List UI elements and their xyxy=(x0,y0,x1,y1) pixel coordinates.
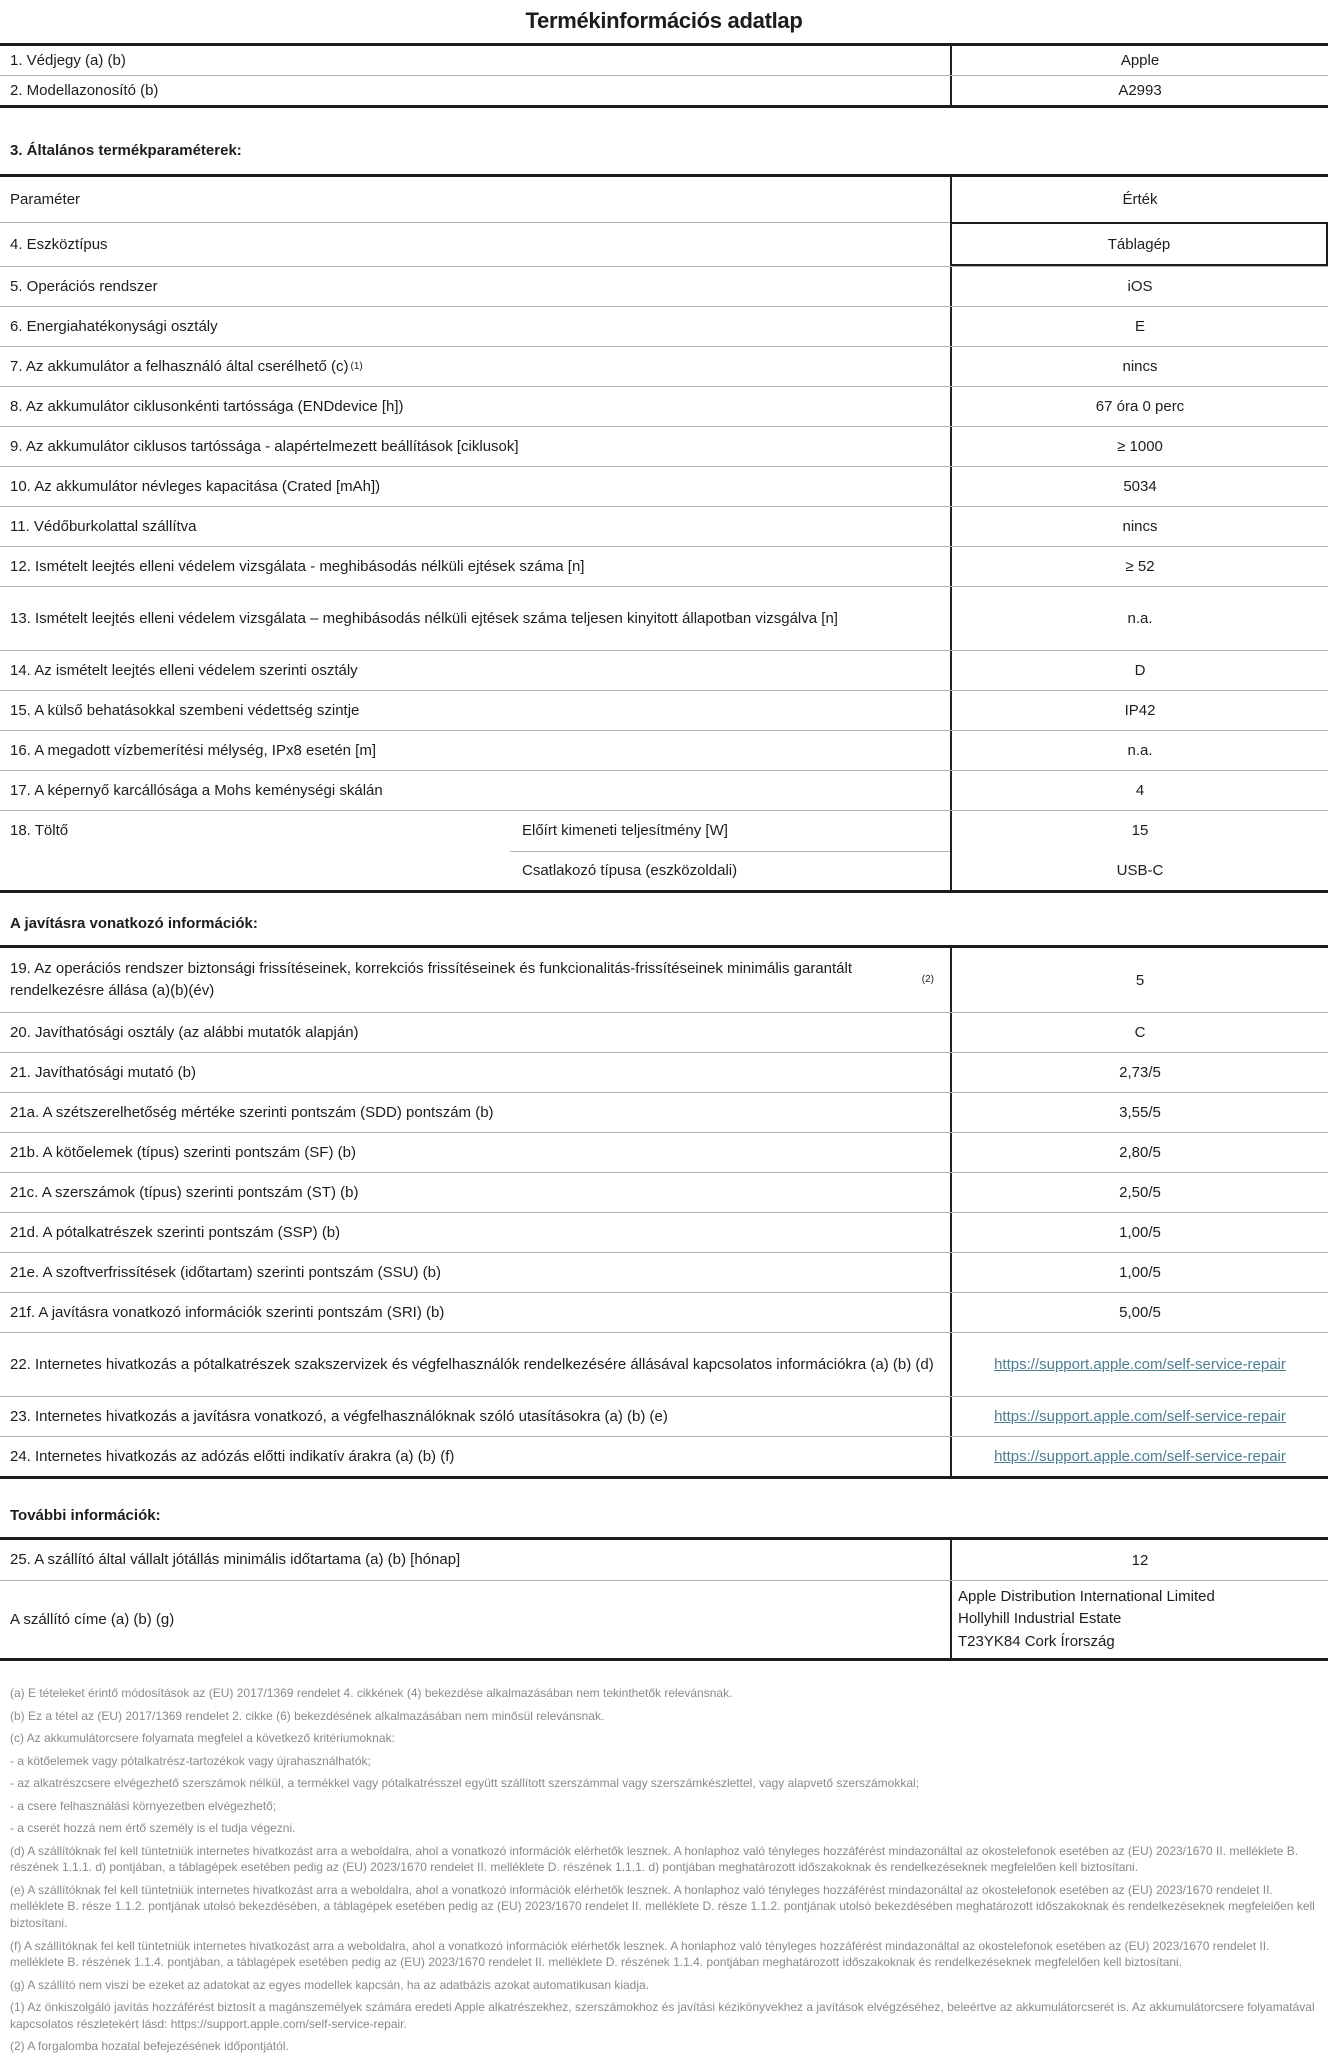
table-row xyxy=(0,1252,1328,1292)
param-label-text: 19. Az operációs rendszer biztonsági frissítéseinek, korrekciós frissítéseinek és funkcionalitás-frissítéseinek minimális garantált rendelkezésre állása (a)(b)(év) xyxy=(10,960,853,999)
footnote-d: (d) A szállítóknak fel kell tüntetniük internetes hivatkozást arra a weboldalra, ahol a vonatkozó információk elérhetők lesznek. A honlaphoz való tényleges hozzáférést mindazonáltal az okostelefonok esetében az (EU) 2023/1670 II. melléklete B. részének 1.1.1. d) pontjában, a táblagépek esetében pedig az (EU) 2023/1670 rendelet II. melléklete D. részének 1.1.1. d) pontjában meghatározott időszakoknak és rendelkezéseknek megfelelően kell biztosítani. xyxy=(10,1843,1299,1875)
param-value: Táblagép xyxy=(950,222,1328,266)
table-row xyxy=(0,650,1328,690)
table-row xyxy=(0,1092,1328,1132)
table-row xyxy=(0,346,1328,386)
footnote-2: (2) A forgalomba hozatal befejezésének időpontjától. xyxy=(10,2039,289,2054)
param-label: 21a. A szétszerelhetőség mértéke szerinti pontszám (SDD) pontszám (b) xyxy=(10,1103,494,1121)
charger-sub-value: 15 xyxy=(1131,822,1149,840)
param-value: 2,73/5 xyxy=(950,1053,1328,1092)
repair-information-table xyxy=(0,945,1328,1479)
param-value: n.a. xyxy=(950,587,1328,650)
param-value: 1,00/5 xyxy=(950,1213,1328,1252)
param-value: IP42 xyxy=(950,691,1328,730)
table-row xyxy=(0,1292,1328,1332)
param-label: 23. Internetes hivatkozás a javításra vonatkozó, a végfelhasználóknak szóló utasításokra (a) (b) (e) xyxy=(10,1407,668,1425)
param-value: 2,50/5 xyxy=(950,1173,1328,1212)
param-value: nincs xyxy=(950,507,1328,546)
param-label: 11. Védőburkolattal szállítva xyxy=(10,517,197,535)
section-heading-repair: A javításra vonatkozó információk: xyxy=(10,915,258,932)
param-label: 17. A képernyő karcállósága a Mohs keménységi skálán xyxy=(10,781,383,799)
param-value: 2,80/5 xyxy=(950,1133,1328,1172)
supplier-address-row xyxy=(0,1580,1328,1658)
supplier-address-line: T23YK84 Cork Írország xyxy=(958,1632,1115,1650)
charger-sub-value: USB-C xyxy=(1116,861,1164,879)
identification-table xyxy=(0,43,1328,108)
table-row xyxy=(0,306,1328,346)
param-value: C xyxy=(950,1013,1328,1052)
param-value: D xyxy=(950,651,1328,690)
param-value: 4 xyxy=(950,771,1328,810)
section-heading-general: 3. Általános termékparaméterek: xyxy=(10,142,242,159)
supplier-address-line: Apple Distribution International Limited xyxy=(958,1587,1215,1605)
param-label: 9. Az akkumulátor ciklusos tartóssága - alapértelmezett beállítások [ciklusok] xyxy=(10,437,519,455)
general-parameters-table xyxy=(0,174,1328,893)
param-label: 10. Az akkumulátor névleges kapacitása (Crated [mAh]) xyxy=(10,477,381,495)
table-row xyxy=(0,948,1328,1012)
param-label: 22. Internetes hivatkozás a pótalkatrészek szakszervizek és végfelhasználók rendelkezésére állásával kapcsolatos információkra (a) (b) (d) xyxy=(10,1355,934,1373)
column-header-parameter: Paraméter xyxy=(10,190,81,208)
param-label: 5. Operációs rendszer xyxy=(10,277,158,295)
charger-sub-label: Csatlakozó típusa (eszközoldali) xyxy=(510,851,950,891)
param-label: 14. Az ismételt leejtés elleni védelem szerinti osztály xyxy=(10,661,358,679)
footnote-c-bullet: - a cserét hozzá nem értő személy is el tudja végezni. xyxy=(10,1821,296,1836)
param-value: iOS xyxy=(950,267,1328,306)
table-row xyxy=(0,266,1328,306)
table-row xyxy=(0,730,1328,770)
footnote-g: (g) A szállító nem viszi be ezeket az adatokat az egyes modellek kapcsán, ha az adatbázis azokat automatikusan kiadja. xyxy=(10,1977,650,1992)
param-value: n.a. xyxy=(950,731,1328,770)
param-value: ≥ 52 xyxy=(950,547,1328,586)
param-value xyxy=(950,1333,1328,1396)
param-label: 21f. A javításra vonatkozó információk szerinti pontszám (SRI) (b) xyxy=(10,1303,445,1321)
table-row xyxy=(0,506,1328,546)
page-title: Termékinformációs adatlap xyxy=(525,8,803,33)
param-value: nincs xyxy=(950,347,1328,386)
table-row xyxy=(0,1212,1328,1252)
param-value: 5,00/5 xyxy=(950,1293,1328,1332)
param-label-text: 7. Az akkumulátor a felhasználó által cserélhető (c) xyxy=(10,357,349,375)
charger-sub-label: Előírt kimeneti teljesítmény [W] xyxy=(522,822,728,840)
param-value: 12 xyxy=(950,1540,1328,1580)
param-value: E xyxy=(950,307,1328,346)
charger-sub-values xyxy=(950,811,1328,890)
footnote-e: (e) A szállítóknak fel kell tüntetniük internetes hivatkozást arra a weboldalra, ahol a vonatkozó információk elérhetők lesznek. A honlaphoz való tényleges hozzáférést mindazonáltal az okostelefonok esetében az (EU) 2023/1670 rendelet II. melléklete B. része 1.1.2. pontjának utolsó bekezdésében, a táblagépek esetében pedig az (EU) 2023/1670 rendelet II. melléklete D. része 1.1.2. pontjának utolsó bekezdésében meghatározott időszakoknak és rendelkezéseknek megfelelően kell biztosítani. xyxy=(10,1882,1315,1931)
footnotes xyxy=(0,1685,1328,2071)
param-label: 20. Javíthatósági osztály (az alábbi mutatók alapján) xyxy=(10,1023,359,1041)
param-label: 16. A megadott vízbemerítési mélység, IPx8 esetén [m] xyxy=(10,741,377,759)
param-label: 1. Védjegy (a) (b) xyxy=(10,51,126,69)
param-label: A szállító címe (a) (b) (g) xyxy=(10,1610,175,1628)
footnote-1: (1) Az önkiszolgáló javítás hozzáférést biztosít a magánszemélyek számára eredeti Apple alkatrészekhez, szerszámokhoz és javítási kézikönyvekhez a javítások elvégzéséhez, beleértve az akkumulátorcserét is. Az akkumulátorcsere folyamatával kapcsolatos részletekért lásd: https://support.apple.com/self-service-repair. xyxy=(10,2000,1315,2031)
table-row xyxy=(0,75,1328,105)
table-row xyxy=(0,770,1328,810)
footnote-c-bullet: - a csere felhasználási környezetben elvégezhető; xyxy=(10,1798,277,1813)
param-value: 1,00/5 xyxy=(950,1253,1328,1292)
table-row xyxy=(0,1012,1328,1052)
param-label: 15. A külső behatásokkal szembeni védettség szintje xyxy=(10,701,360,719)
table-header-row xyxy=(0,177,1328,222)
param-label: 21b. A kötőelemek (típus) szerinti pontszám (SF) (b) xyxy=(10,1143,356,1161)
param-label: 7. Az akkumulátor a felhasználó által cserélhető (c) (1) xyxy=(0,347,950,386)
charger-row xyxy=(0,810,1328,890)
param-label: 18. Töltő xyxy=(10,822,69,839)
param-label: 12. Ismételt leejtés elleni védelem vizsgálata - meghibásodás nélküli ejtések száma [n] xyxy=(10,557,585,575)
footnote-b: (b) Ez a tétel az (EU) 2017/1369 rendelet 2. cikke (6) bekezdésének alkalmazásában nem minősül relevánsnak. xyxy=(10,1708,605,1723)
table-row xyxy=(0,1332,1328,1396)
param-value: 5034 xyxy=(950,467,1328,506)
table-row xyxy=(0,1540,1328,1580)
footnote-c: (c) Az akkumulátorcsere folyamata megfelel a következő kritériumoknak: xyxy=(10,1731,395,1746)
param-value xyxy=(950,1437,1328,1476)
table-row xyxy=(0,1132,1328,1172)
param-label: 25. A szállító által vállalt jótállás minimális időtartama (a) (b) [hónap] xyxy=(10,1551,461,1569)
param-label: 21d. A pótalkatrészek szerinti pontszám (SSP) (b) xyxy=(10,1223,341,1241)
param-label: 21. Javíthatósági mutató (b) xyxy=(10,1063,196,1081)
footnote-f: (f) A szállítóknak fel kell tüntetniük internetes hivatkozást arra a weboldalra, ahol a vonatkozó információk elérhetők lesznek. A honlaphoz való tényleges hozzáférést mindazonáltal az okostelefonok esetében az (EU) 2023/1670 rendelet II. melléklete B. részének 1.1.4. pontjában, a táblagépek esetében pedig az (EU) 2023/1670 rendelet II. melléklete D. részének 1.1.4. pontjában meghatározott időszakoknak és rendelkezéseknek megfelelően kell biztosítani. xyxy=(10,1938,1270,1970)
table-row xyxy=(0,46,1328,75)
column-header-value: Érték xyxy=(950,177,1328,222)
param-label: 4. Eszköztípus xyxy=(10,235,108,253)
table-row xyxy=(0,426,1328,466)
param-label: 21c. A szerszámok (típus) szerinti pontszám (ST) (b) xyxy=(10,1183,359,1201)
table-row xyxy=(0,1172,1328,1212)
table-row xyxy=(0,546,1328,586)
param-label: 24. Internetes hivatkozás az adózás előtti indikatív árakra (a) (b) (f) xyxy=(10,1447,455,1465)
charger-sub-labels xyxy=(510,811,950,890)
param-label: 8. Az akkumulátor ciklusonkénti tartóssága (ENDdevice [h]) xyxy=(10,397,404,415)
param-value: A2993 xyxy=(950,76,1328,105)
footnote-a: (a) E tételeket érintő módosítások az (EU) 2017/1369 rendelet 4. cikkének (4) bekezdése alkalmazásában nem tekinthetők relevánsnak. xyxy=(10,1686,733,1700)
additional-information-table xyxy=(0,1537,1328,1661)
repair-instructions-link[interactable]: https://support.apple.com/self-service-repair xyxy=(994,1408,1286,1425)
param-value: 5 xyxy=(950,948,1328,1012)
param-value: 3,55/5 xyxy=(950,1093,1328,1132)
param-label: 19. Az operációs rendszer biztonsági frissítéseinek, korrekciós frissítéseinek és funkcionalitás-frissítéseinek minimális garantált rendelkezésre állása (a)(b)(év) (2) xyxy=(0,948,950,1012)
table-row xyxy=(0,690,1328,730)
supplier-address xyxy=(950,1581,1328,1658)
param-label: 21e. A szoftverfrissítések (időtartam) szerinti pontszám (SSU) (b) xyxy=(10,1263,441,1281)
spare-parts-info-link[interactable]: https://support.apple.com/self-service-repair xyxy=(994,1356,1286,1373)
footnote-c-bullet: - az alkatrészcsere elvégezhető szerszámok nélkül, a termékkel vagy pótalkatrésszel együtt szállított szerszámmal vagy szerszámkészlettel, vagy alapvető szerszámokkal; xyxy=(10,1776,920,1791)
param-value: Apple xyxy=(950,46,1328,75)
table-row xyxy=(0,466,1328,506)
supplier-address-line: Hollyhill Industrial Estate xyxy=(958,1610,1122,1628)
indicative-prices-link[interactable]: https://support.apple.com/self-service-repair xyxy=(994,1448,1286,1465)
param-value: 67 óra 0 perc xyxy=(950,387,1328,426)
table-row xyxy=(0,386,1328,426)
param-value: ≥ 1000 xyxy=(950,427,1328,466)
section-heading-additional: További információk: xyxy=(10,1507,161,1524)
table-row xyxy=(0,1396,1328,1436)
table-row xyxy=(0,1052,1328,1092)
table-row xyxy=(0,586,1328,650)
param-value xyxy=(950,1397,1328,1436)
param-label: 6. Energiahatékonysági osztály xyxy=(10,317,218,335)
table-row xyxy=(0,1436,1328,1476)
footnote-c-bullet: - a kötőelemek vagy pótalkatrész-tartozékok vagy újrahasználhatók; xyxy=(10,1753,371,1768)
param-label: 13. Ismételt leejtés elleni védelem vizsgálata – meghibásodás nélküli ejtések száma teljesen kinyitott állapotban vizsgálva [n] xyxy=(10,609,838,627)
table-row xyxy=(0,222,1328,266)
param-label: 2. Modellazonosító (b) xyxy=(10,81,159,99)
